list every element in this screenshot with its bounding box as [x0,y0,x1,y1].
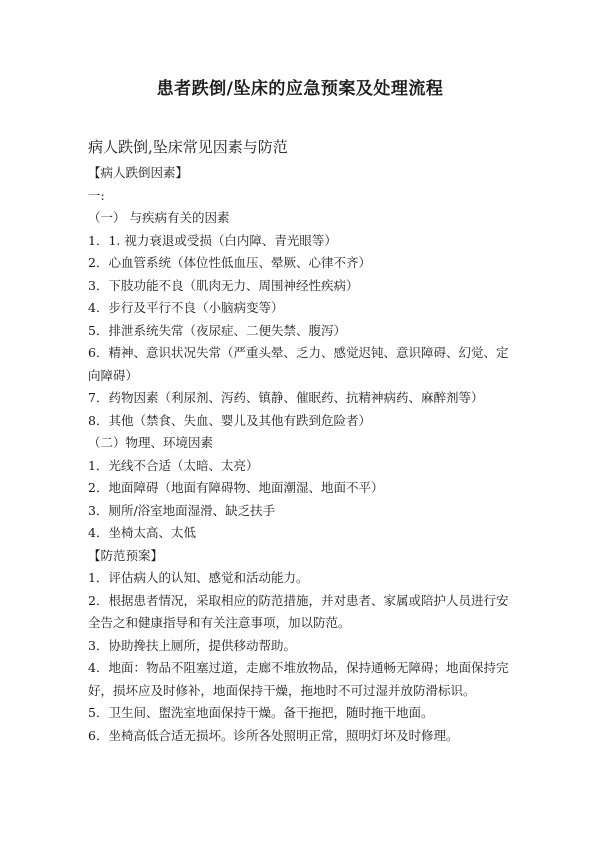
list-item: 4．坐椅太高、太低 [88,525,196,540]
list-item: 8．其他（禁食、失血、婴儿及其他有跌到危险者） [88,412,371,428]
part-one-label: 一: [88,187,105,203]
list-item: 4．步行及平行不良（小脑病变等） [88,300,284,315]
section-heading-prevention: 【防范预案】 [88,547,164,563]
section-heading-factors: 【病人跌倒因素】 [88,165,189,180]
list-item: 7．药物因素（利尿剂、泻药、镇静、催眠药、抗精神病药、麻醉剂等） [88,390,484,405]
list-item: 2．地面障碍（地面有障碍物、地面潮湿、地面不平） [88,480,384,495]
list-item: 3．下肢功能不良（肌肉无力、周围神经性疾病） [88,277,359,293]
page-title: 患者跌倒/坠床的应急预案及处理流程 [156,79,444,99]
list-item: 4．地面：物品不阻塞过道，走廊不堆放物品，保持通畅无障碍；地面保持完好，损坏应及时修补，地面保持干燥，拖地时不可过湿并放防滑标识。 [88,660,509,698]
disease-factors-header: （一） 与疾病有关的因素 [88,210,230,225]
list-item: 1．1. 视力衰退或受损（白内障、青光眼等） [88,232,337,248]
list-item: 6．坐椅高低合适无损坏。诊所各处照明正常，照明灯坏及时修理。 [88,727,459,743]
list-item: 1．光线不合适（太暗、太亮） [88,457,259,473]
list-item: 3．厕所/浴室地面湿滑、缺乏扶手 [88,502,276,518]
list-item: 5．排泄系统失常（夜尿症、二便失禁、腹泻） [88,322,346,338]
list-item: 1．评估病人的认知、感觉和活动能力。 [88,570,309,585]
list-item: 5．卫生间、盥洗室地面保持干燥。备干拖把，随时拖干地面。 [88,705,434,720]
document-body [88,162,518,747]
list-item: 2．根据患者情况，采取相应的防范措施，并对患者、家属或陪护人员进行安全告之和健康指导和有关注意事项，加以防范。 [88,592,509,630]
page-subtitle: 病人跌倒,坠床常见因素与防范 [88,138,288,156]
list-item: 3．协助搀扶上厕所，提供移动帮助。 [88,637,296,653]
list-item: 2．心血管系统（体位性低血压、晕厥、心律不齐） [88,255,371,270]
list-item: 6．精神、意识状况失常（严重头晕、乏力、感觉迟钝、意识障碍、幻觉、定向障碍） [88,345,509,383]
environment-factors-header: （二）物理、环境因素 [88,435,214,450]
